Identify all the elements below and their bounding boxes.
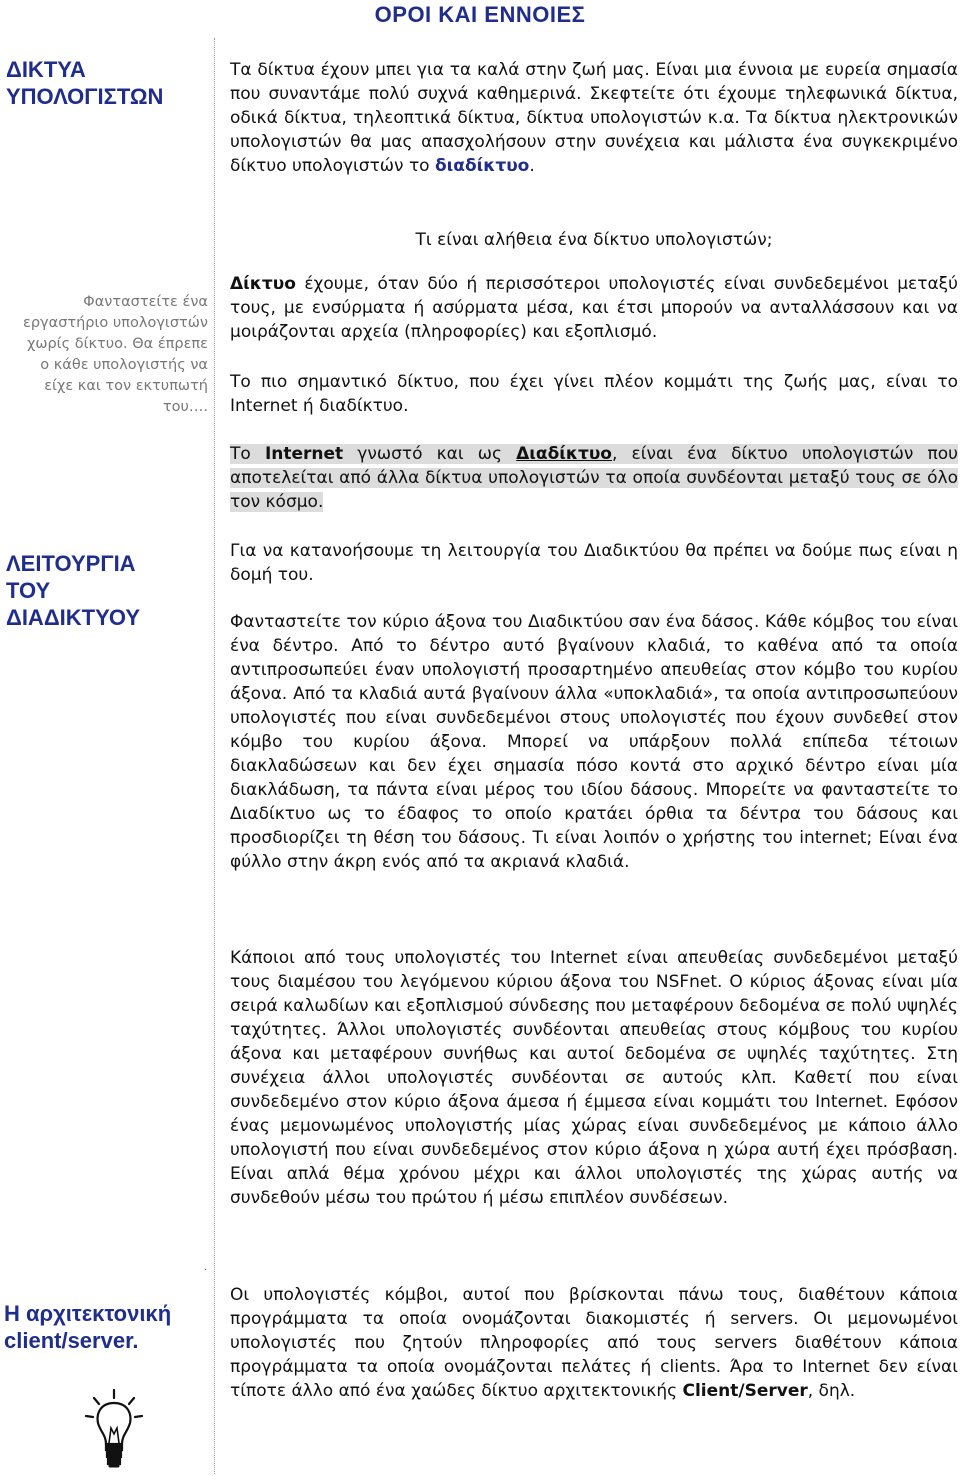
intro-paragraph <box>230 58 958 178</box>
intro-end: . <box>529 156 535 176</box>
sidebar-heading-client-server <box>4 1300 171 1354</box>
internet-definition <box>230 442 958 514</box>
sidebar-note: Φανταστείτε ένα εργαστήριο υπολογιστών χωρίς δίκτυο. Θα έπρεπε ο κάθε υπολογιστής να είχε και τον εκτυπωτή του…. <box>23 294 208 415</box>
client-server-paragraph <box>230 1283 958 1403</box>
column-divider <box>214 38 215 1474</box>
heading-line: ΔΙΑΔΙΚΤΥΟΥ <box>6 605 141 630</box>
sidebar-heading-networks <box>6 56 163 110</box>
important-network-paragraph: Το πιο σημαντικό δίκτυο, που έχει γίνει πλέον κομμάτι της ζωής μας, είναι το Internet ή διαδίκτυο. <box>230 372 958 416</box>
heading-line: ΤΟΥ <box>6 578 51 603</box>
internet-mid: γνωστό και ως <box>343 444 517 464</box>
sidebar-heading-internet-function <box>6 550 140 631</box>
heading-line: Η αρχιτεκτονική <box>4 1301 172 1326</box>
forest-analogy-paragraph: Φανταστείτε τον κύριο άξονα του Διαδικτύου σαν ένα δάσος. Κάθε κόμβος του είναι ένα δέντρο. Από το δέντρο αυτό βγαίνουν κλαδιά, το καθένα από τα οποία αντιπροσωπεύει έναν υπολογιστή προσαρτημένο απευθείας στον κόμβο του κυρίου άξονα. Από τα κλαδιά αυτά βγαίνουν άλλα «υποκλαδιά», τα οποία αντιπροσωπεύουν υπολογιστές που είναι συνδεδεμένοι στους υπολογιστές που έχουν συνδεθεί στον κόμβο του κυρίου άξονα. Μπορεί να υπάρξουν πολλά επίπεδα τέτοιων διακλαδώσεων και δεν έχει σημασία πόσο κοντά στο αρχικό δέντρο είναι μία διακλάδωση, τα πάντα είναι μέρος του ιδίου δάσους. Μπορείτε να φανταστείτε το Διαδίκτυο ως το έδαφος το οποίο κρατάει όρθια τα δέντρα του δάσους και προσδιορίζει τη θέση του δάσους. Τι είναι λοιπόν ο χρήστης του internet; Είναι ένα φύλλο στην άκρη ενός από τα ακριανά κλαδιά. <box>230 612 958 872</box>
internet-term: Internet <box>264 444 344 464</box>
client-server-text: Οι υπολογιστές κόμβοι, αυτοί που βρίσκονται πάνω τους, διαθέτουν κάποια προγράμματα τα οποία ονομάζονται διακομιστές ή servers. Οι μεμονωμένοι υπολογιστές που ζητούν πληροφορίες από τους servers διαθέτουν κάποια προγράμματα τα οποία ονομάζονται πελάτες ή clients. Άρα το Internet δεν είναι τίποτε άλλο από ένα χαώδες δίκτυο αρχιτεκτονικής <box>230 1285 958 1401</box>
client-server-term: Client/Server <box>682 1381 808 1401</box>
internet-link[interactable]: διαδίκτυο <box>434 156 530 176</box>
structure-paragraph: Για να κατανοήσουμε τη λειτουργία του Διαδικτύου θα πρέπει να δούμε πως είναι η δομή του. <box>230 541 958 585</box>
internet-pre: Το <box>230 444 265 464</box>
intro-text: Τα δίκτυα έχουν μπει για τα καλά στην ζωή μας. Είναι μια έννοια με ευρεία σημασία που συναντάμε πολύ συχνά καθημερινά. Σκεφτείτε ότι έχουμε τηλεφωνικά δίκτυα, οδικά δίκτυα, τηλεοπτικά δίκτυα, δίκτυα υπολογιστών κ.α. Τα δίκτυα ηλεκτρονικών υπολογιστών θα μας απασχολήσουν στην συνέχεια και μάλιστα ένα συγκεκριμένο δίκτυο υπολογιστών το <box>230 60 958 176</box>
internet-rest: , είναι ένα δίκτυο υπολογιστών που αποτελείται από άλλα δίκτυα υπολογιστών τα οποία συνδέονται μεταξύ τους σε όλο τον κόσμο. <box>230 444 958 512</box>
heading-line: ΛΕΙΤΟΥΡΓΙΑ <box>6 551 136 576</box>
lightbulb-icon <box>82 1388 146 1472</box>
page-title: ΟΡΟΙ ΚΑΙ ΕΝΝΟΙΕΣ <box>374 2 586 27</box>
definition-term: Δίκτυο <box>230 274 296 294</box>
question-heading: Τι είναι αλήθεια ένα δίκτυο υπολογιστών; <box>415 230 773 250</box>
heading-line: client/server. <box>4 1328 139 1353</box>
heading-line: ΔΙΚΤΥΑ <box>6 57 86 82</box>
separator-dot: . <box>204 1262 208 1273</box>
definition-text: έχουμε, όταν δύο ή περισσότεροι υπολογιστές είναι συνδεδεμένοι μεταξύ τους, με ενσύρματα ή ασύρματα μέσα, και έτσι μπορούν να ανταλλάσσουν και να μοιράζονται αρχεία (πληροφορίες) και εξοπλισμό. <box>230 274 958 342</box>
client-server-end: , δηλ. <box>807 1381 856 1401</box>
heading-line: ΥΠΟΛΟΓΙΣΤΩΝ <box>6 84 164 109</box>
network-definition <box>230 272 958 344</box>
nsfnet-paragraph: Κάποιοι από τους υπολογιστές του Internet είναι απευθείας συνδεδεμένοι μεταξύ τους διαμέσου του λεγόμενου κύριου άξονα του NSFnet. Ο κύριος άξονας είναι μία σειρά καλωδίων και εξοπλισμού σύνδεσης που μεταφέρουν δεδομένα σε πολύ υψηλές ταχύτητες. Άλλοι υπολογιστές συνδέονται απευθείας στους κόμβους του κυρίου άξονα και μεταφέρουν συνήθως και αυτοί δεδομένα σε υψηλές ταχύτητες. Στη συνέχεια άλλοι υπολογιστές συνδέονται σε αυτούς κλπ. Καθετί που είναι συνδεδεμένο στον κύριο άξονα άμεσα ή έμμεσα είναι κομμάτι του Internet. Εφόσον ένας μεμονωμένος υπολογιστής μίας χώρας είναι συνδεδεμένος με κάποιο άλλο υπολογιστή που είναι συνδεδεμένος στον κύριο άξονα η χώρα αυτή έχει πρόσβαση. Είναι απλά θέμα χρόνου μέχρι και άλλοι υπολογιστές της χώρας αυτής να συνδεθούν μέσω του πρώτου ή μέσω επιπλέον συνδέσεων. <box>230 948 958 1208</box>
internet-term-greek: Διαδίκτυο <box>516 444 612 464</box>
